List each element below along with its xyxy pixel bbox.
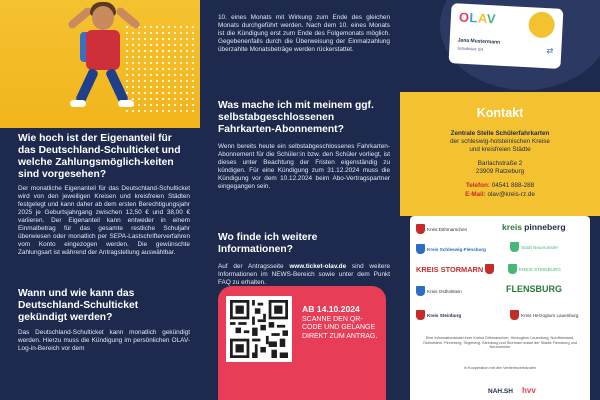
logo-hvv: hvv (522, 386, 536, 395)
card-holder-name: Jana Mustermann (457, 37, 501, 46)
street: Barlachstraße 2 (477, 160, 523, 167)
crest-icon (510, 310, 519, 320)
avatar (528, 11, 555, 38)
crest-icon (416, 224, 425, 234)
column-middle (200, 0, 400, 400)
qr-code[interactable] (226, 296, 292, 362)
logo-lauenburg: Kreis Herzogtum Lauenburg (510, 310, 578, 320)
phone: Telefon: 04541 888-288 (465, 182, 535, 189)
swap-arrows-icon: ⇄ (546, 46, 554, 56)
card-subtitle: Schulticket SH (457, 45, 484, 52)
crest-icon (508, 264, 517, 274)
crest-icon (416, 310, 425, 320)
contact-title: Kontakt (476, 106, 524, 120)
olav-logo: OLAV (458, 9, 497, 27)
text-abonnement: Wenn bereits heute ein selbstabgeschlossenes Fahrkarten-Abonnement für die Schüler:in bzw. den Schüler vorliegt, ist dieses unter Beachtung der Fristen eigenständig zu kündigen. Für eine Kündigung zum 31.12.2024 muss die Kündigung vor dem 10.12.2024 beim Abo-Vertragspartner eingegangen sein. (218, 143, 390, 190)
logo-nah-sh: NAH.SH (488, 388, 513, 395)
heading-kuendigung: Wann und wie kann das Deutschland-Schulticket gekündigt werden? (18, 288, 139, 323)
logo-dithmarschen: Kreis Dithmarschen (416, 224, 467, 234)
heading-informationen: Wo finde ich weitere Informationen? (218, 232, 318, 255)
cooperation-note: in Kooperation mit den Verkehrsverbänden (464, 366, 536, 370)
website-link[interactable]: www.ticket-olav.de (289, 263, 347, 270)
promo-text: SCANNE DEN QR-CODE UND GELANGE DIREKT ZUM ANTRAG. (302, 316, 378, 340)
crest-icon (416, 286, 425, 296)
column-left (0, 0, 200, 400)
text-kuendigung-cont: 10. eines Monats mit Wirkung zum Ende des gleichen Monats durchgeführt werden. Nach dem 10. eines Monats ist die Kündigung erst zum Ende des Folgemonats möglich. Gegebenenfalls durch die Überweisung der Einmalzahlung überzahlte Monatsbeträge werden rückerstattet. (218, 14, 390, 53)
qr-code-icon (230, 300, 288, 358)
text-kuendigung: Das Deutschland-Schulticket kann monatlich gekündigt werden. Hierzu muss die Kündigung im persönlichen OLAV-Log-in-Bereich vor dem (18, 329, 190, 352)
text-eigenanteil: Der monatliche Eigenanteil für das Deutschland-Schulticket wird von den jeweiligen Kreisen und kreisfreien Städten festgelegt und kann daher ab dem ersten Berechtigungsjahr 2025 je Geburtsjahrgang zwischen 12,50 € und 38,00 € variieren. Der Eigenanteil kann entweder in einem Einmalbetrag für das gesamte restliche Schuljahr überwiesen oder monatlich per SEPA-Lastschrifterverfahren vom Konto eingezogen werden. Die gewünschte Zahlungsart ist während der Antragstellung auswählbar. (18, 185, 190, 256)
email[interactable]: E-Mail: olav@kreis-rz.de (465, 191, 535, 198)
contact-box (400, 92, 600, 216)
logo-kreis-steinburg-green: KREIS STEINBURG (508, 264, 561, 274)
crest-icon (510, 242, 519, 252)
text-informationen: Auf der Antragsseite www.ticket-olav.de sind weitere Informationen im NEWS-Bereich sowie unter dem Punkt FAQ zu erhalten. (218, 263, 390, 286)
olav-ticket-card (449, 3, 564, 69)
ticket-card-area (400, 0, 600, 92)
logo-pinneberg: kreis pinneberg (502, 222, 566, 232)
heading-abonnement: Was mache ich mit meinem ggf. selbstabgeschlossenen Fahrkarten-Abonnement? (218, 100, 374, 135)
partner-logos (410, 216, 590, 400)
crest-icon (485, 264, 494, 274)
crest-icon (416, 244, 425, 254)
org-line-2: der schleswig-holsteinischen Kreise (450, 138, 550, 145)
logo-flensburg: FLENSBURG (506, 284, 562, 294)
logo-neumuenster: Stadt Neumünster (510, 242, 558, 252)
org-line-1: Zentrale Stelle Schülerfahrkarten (450, 130, 550, 137)
logo-stormarn: KREIS STORMARN (416, 264, 494, 274)
logo-ostholstein: Kreis Ostholstein (416, 286, 462, 296)
logo-schleswig-flensburg: Kreis Schleswig-Flensburg (416, 244, 486, 254)
qr-promo-box (218, 286, 386, 400)
dot-pattern (124, 24, 194, 114)
jumping-child-photo (0, 0, 200, 128)
city: 23909 Ratzeburg (475, 168, 525, 175)
promo-date: AB 14.10.2024 (302, 304, 360, 314)
column-right (400, 0, 600, 400)
partner-note: Eine Informationsdatei ihrer Kreise Dithmarschen, Herzogtum Lauenburg, Nordfriesland, Ostholstein, Pinneberg, Segeberg, Steinburg und Stormarn sowie der Städte Flensburg und Neumünster (422, 336, 578, 350)
heading-eigenanteil: Wie hoch ist der Eigenanteil für das Deutschland-Schulticket und welche Zahlungsmöglich-keiten sind vorgesehen? (18, 133, 181, 180)
logo-steinburg: Kreis Steinburg (416, 310, 461, 320)
org-line-3: und kreisfreien Städte (469, 146, 531, 153)
